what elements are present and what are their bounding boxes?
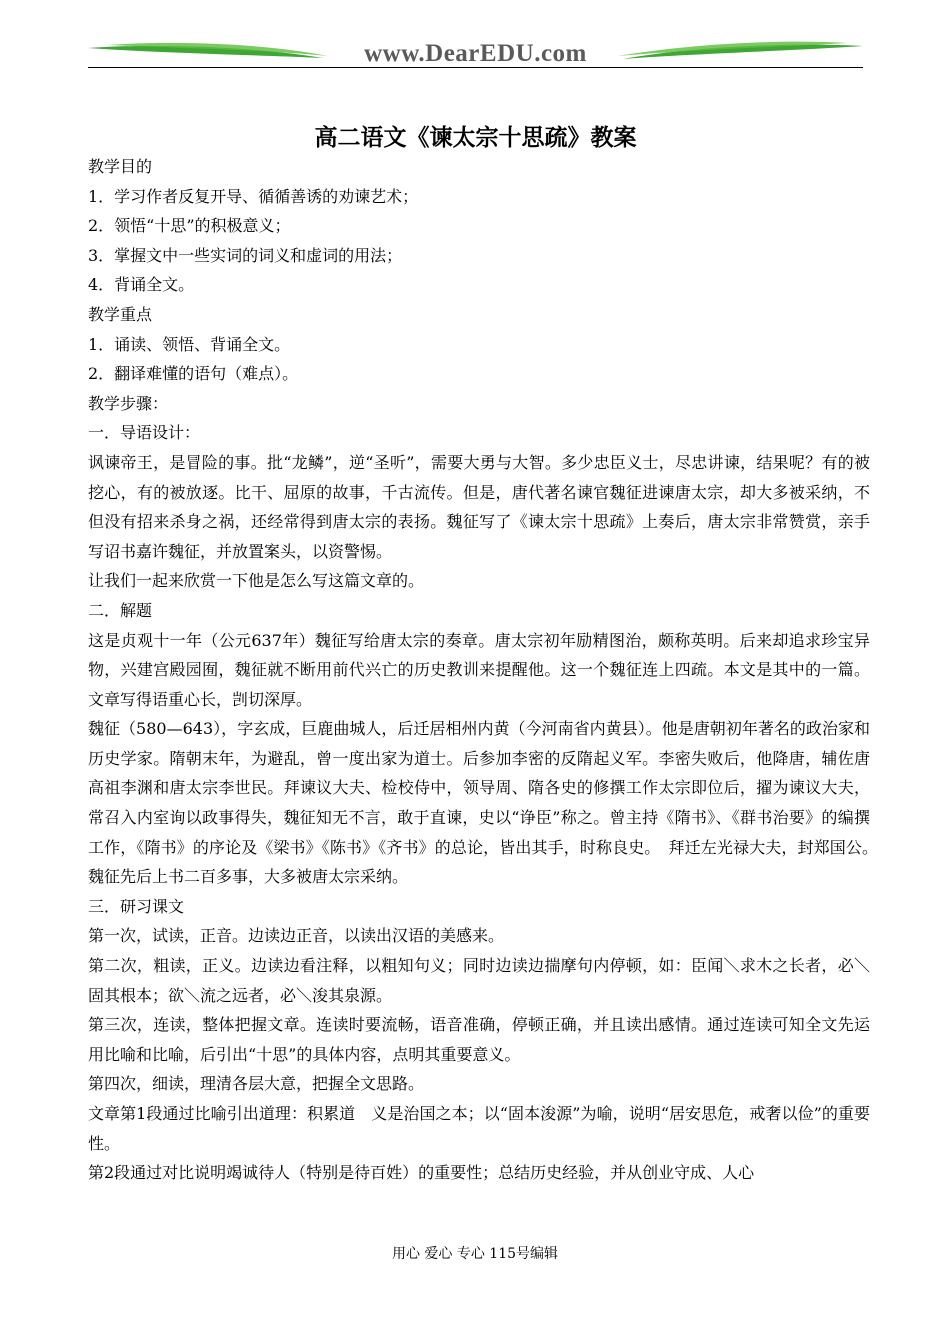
page-footer: 用心 爱心 专心 115号编辑 <box>391 1246 559 1262</box>
list-item: 3．掌握文中一些实词的词义和虚词的用法； <box>88 245 403 265</box>
section-heading: 一．导语设计： <box>88 423 201 443</box>
body-paragraph: 第三次，连读，整体把握文章。连读时要流畅，语音准确，停顿正确，并且读出感情。通过连读可知全文先运用比喻和比喻，后引出“十思”的具体内容，点明其重要意义。 <box>88 1015 870 1064</box>
section-heading: 教学步骤： <box>88 393 169 413</box>
body-paragraph: 让我们一起来欣赏一下他是怎么写这篇文章的。 <box>88 571 425 591</box>
section-heading: 二．解题 <box>88 600 153 620</box>
body-paragraph: 第2段通过对比说明竭诚待人（特别是待百姓）的重要性；总结历史经验，并从创业守成、人心 <box>88 1163 755 1183</box>
document-title: 高二语文《谏太宗十思疏》教案 <box>314 124 637 151</box>
list-item: 1．学习作者反复开导、循循善诱的劝谏艺术； <box>88 186 419 206</box>
body-paragraph: 魏征（580—643），字玄成，巨鹿曲城人，后迁居相州内黄（今河南省内黄县）。他是唐朝初年著名的政治家和历史学家。隋朝末年，为避乱，曾一度出家为道士。后参加李密的反隋起义军。李密失败后，他降唐，辅佐唐高祖李渊和唐太宗李世民。拜谏议大夫、检校侍中，领导周、隋各史的修撰工作太宗即位后，擢为谏议大夫，常召入内室询以政事得失，魏征知无不言，敢于直谏，史以“诤臣”称之。曾主持《隋书》、《群书治要》的编撰工作，《隋书》的序论及《梁书》《陈书》《齐书》的总论，皆出其手，时称良史。 拜迁左光禄大夫，封郑国公。 魏征先后上书二百多事，大多被唐太宗采纳。 <box>88 719 887 887</box>
body-paragraph: 第四次，细读，理清各层大意，把握全文思路。 <box>88 1074 425 1094</box>
body-paragraph: 文章第1段通过比喻引出道理：积累道 义是治国之本；以“固本浚源”为喻，说明“居安思危，戒奢以俭”的重要性。 <box>88 1104 870 1153</box>
document-body <box>88 152 887 1188</box>
list-item: 2．领悟“十思”的积极意义； <box>88 216 291 236</box>
section-heading: 教学目的 <box>88 157 153 176</box>
body-paragraph: 第二次，粗读，正义。边读边看注释，以粗知句义；同时边读边揣摩句内停顿，如：臣闻＼求木之长者，必＼固其根本；欲＼流之远者，必＼浚其泉源。 <box>88 956 870 1005</box>
site-logo-text: www.DearEDU.com <box>364 40 587 67</box>
body-paragraph: 讽谏帝王，是冒险的事。批“龙鳞”，逆“圣听”，需要大勇与大智。多少忠臣义士，尽忠讲谏，结果呢？有的被挖心，有的被放逐。比干、屈原的故事，千古流传。但是，唐代著名谏官魏征进谏唐太宗，却大多被采纳，不但没有招来杀身之祸，还经常得到唐太宗的表扬。魏征写了《谏太宗十思疏》上奏后，唐太宗非常赞赏，亲手写诏书嘉许魏征，并放置案头，以资警惕。 <box>88 452 870 561</box>
list-item: 1．诵读、领悟、背诵全文。 <box>88 334 291 354</box>
body-paragraph: 第一次，试读，正音。边读边正音，以读出汉语的美感来。 <box>88 926 505 946</box>
section-heading: 教学重点 <box>88 304 153 324</box>
section-heading: 三．研习课文 <box>88 896 185 916</box>
body-paragraph: 这是贞观十一年（公元637年）魏征写给唐太宗的奏章。唐太宗初年励精图治，颇称英明。后来却追求珍宝异物，兴建宫殿园囿，魏征就不断用前代兴亡的历史教训来提醒他。这一个魏征连上四疏。本文是其中的一篇。文章写得语重心长，剀切深厚。 <box>88 630 870 709</box>
list-item: 2．翻译难懂的语句（难点）。 <box>88 364 299 384</box>
page-header <box>88 36 863 72</box>
list-item: 4．背诵全文。 <box>88 275 195 295</box>
header-divider <box>88 67 863 68</box>
